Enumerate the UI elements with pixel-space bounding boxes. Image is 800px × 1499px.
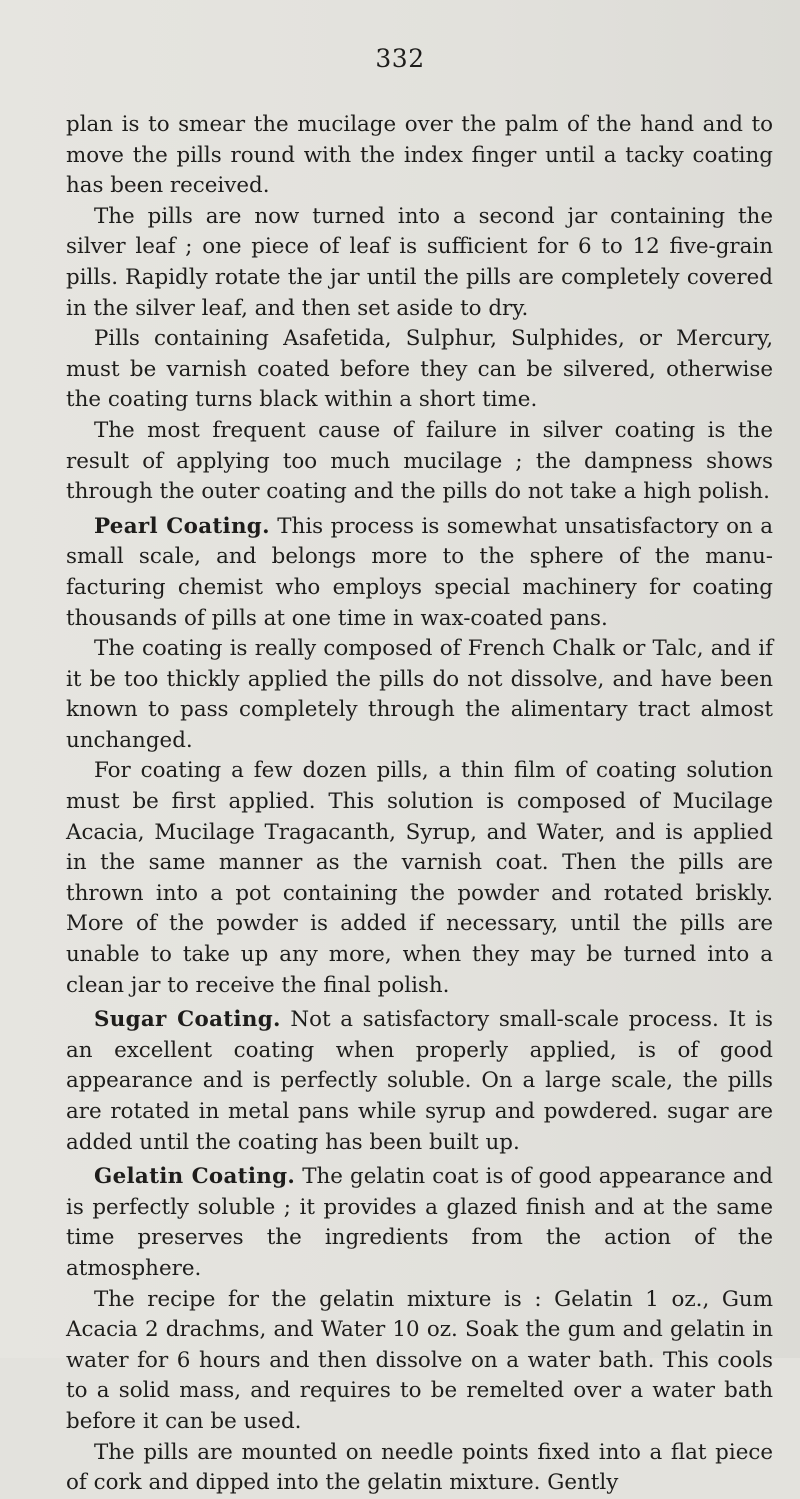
paragraph-gelatin-coating	[66, 1162, 773, 1284]
paragraph-11	[66, 1438, 773, 1499]
paragraph-pearl-coating	[66, 512, 773, 634]
paragraph-text: The pills are mounted on needle points fixed into a flat piece of cork and dipped into the gelatin mixture. Gently	[66, 1439, 773, 1496]
section-heading-pearl-coating: Pearl Coating.	[94, 513, 270, 539]
paragraph-text: Pills containing Asafetida, Sulphur, Sulphides, or Mercury, must be varnish coated before they can be silvered, otherwise the coating turns black within a short time.	[66, 326, 773, 413]
paragraph-sugar-coating	[66, 1005, 773, 1158]
paragraph-text: The recipe for the gelatin mixture is : Gelatin 1 oz., Gum Acacia 2 drachms, and Water 10 oz. Soak the gum and gelatin in water for 6 hours and then dissolve on a water bath. This cools to a solid mass, and requires to be remelted over a water bath before it can be used.	[66, 1286, 773, 1434]
paragraph-6	[66, 634, 773, 756]
paragraph-3	[66, 324, 773, 416]
paragraph-10	[66, 1285, 773, 1438]
paragraph-text: This process is somewhat unsatisfactory on a small scale, and belongs more to the sphere of the manu-facturing chemist who employs special machinery for coating thousands of pills at one time in wax-coated pans.	[66, 513, 773, 631]
paragraph-text: plan is to smear the mucilage over the palm of the hand and to move the pills round with the index finger until a tacky coating has been received.	[66, 112, 773, 199]
paragraph-7	[66, 756, 773, 1001]
paragraph-1	[66, 110, 773, 202]
paragraph-text: Not a satisfactory small-scale process. It is an excellent coating when properly applied, is of good appearance and is perfectly soluble. On a large scale, the pills are rotated in metal pans while syrup and powdered. sugar are added until the coating has been built up.	[66, 1007, 773, 1155]
paragraph-text: The gelatin coat is of good appearance and is perfectly soluble ; it provides a glazed finish and at the same time preserves the ingredients from the action of the atmosphere.	[66, 1164, 773, 1281]
section-heading-sugar-coating: Sugar Coating.	[94, 1007, 281, 1033]
paragraph-text: For coating a few dozen pills, a thin film of coating solution must be first applied. This solution is composed of Mucilage Acacia, Mucilage Tragacanth, Syrup, and Water, and is applied in the same manner as the varnish coat. Then the pills are thrown into a pot containing the powder and rotated briskly. More of the powder is added if necessary, until the pills are unable to take up any more, when they may be turned into a clean jar to receive the final polish.	[66, 758, 773, 998]
section-heading-gelatin-coating: Gelatin Coating.	[94, 1164, 296, 1190]
paragraph-4	[66, 416, 773, 508]
body-text	[66, 110, 773, 1499]
page-number: 332	[375, 44, 425, 73]
paragraph-text: The coating is really composed of French Chalk or Talc, and if it be too thickly applied the pills do not dissolve, and have been known to pass completely through the alimentary tract almost unchanged.	[66, 636, 773, 753]
paragraph-text: The most frequent cause of failure in silver coating is the result of applying too much mucilage ; the dampness shows through the outer coating and the pills do not take a high polish.	[66, 417, 773, 505]
paragraph-2	[66, 202, 773, 324]
paragraph-text: The pills are now turned into a second jar containing the silver leaf ; one piece of leaf is sufficient for 6 to 12 five-grain pills. Rapidly rotate the jar until the pills are completely covered in the silver leaf, and then set aside to dry.	[66, 203, 773, 321]
